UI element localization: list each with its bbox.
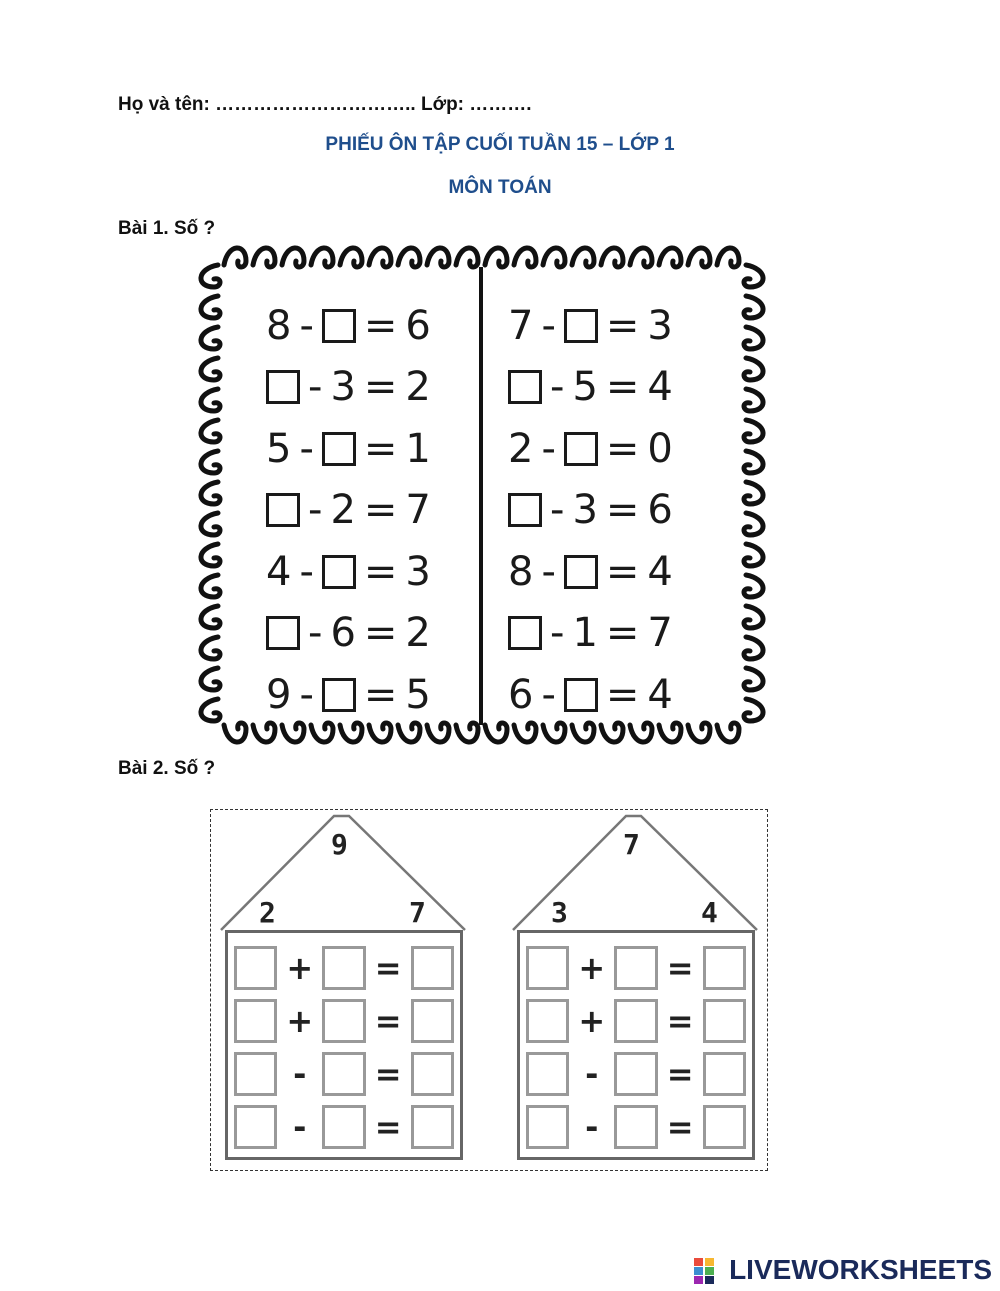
equation-row — [504, 418, 677, 480]
plus-sign: + — [286, 1001, 314, 1040]
minus-sign: - — [585, 1107, 599, 1146]
answer-box[interactable] — [322, 1052, 365, 1096]
house-body — [225, 930, 463, 1160]
equation-row — [504, 664, 677, 726]
equals-sign: = — [363, 487, 398, 534]
roof-number: 9 — [331, 828, 348, 861]
equals-sign: = — [605, 487, 640, 534]
answer-box[interactable] — [322, 946, 365, 990]
house-equation-row — [234, 1100, 454, 1153]
answer-box[interactable] — [614, 999, 657, 1043]
answer-box[interactable] — [703, 1052, 746, 1096]
equals-sign: = — [374, 948, 402, 987]
answer-box[interactable] — [526, 946, 569, 990]
answer-box[interactable] — [526, 1105, 569, 1149]
number: 3 — [572, 487, 598, 534]
equals-sign: = — [605, 671, 640, 718]
exercise1-left-column — [262, 295, 435, 726]
number: 4 — [647, 548, 673, 595]
exercise2-label: Bài 2. Số ? — [118, 758, 216, 779]
right-number: 4 — [701, 896, 718, 929]
number: 3 — [647, 302, 673, 349]
liveworksheets-logo-icon — [694, 1258, 716, 1284]
equals-sign: = — [605, 548, 640, 595]
equals-sign: = — [605, 610, 640, 657]
house-equation-row — [234, 941, 454, 994]
exercise2-frame — [210, 809, 768, 1171]
equals-sign: = — [605, 364, 640, 411]
equals-sign: = — [666, 1054, 694, 1093]
answer-box[interactable] — [322, 309, 356, 343]
liveworksheets-logo: LIVEWORKSHEETS — [729, 1254, 992, 1285]
number: 5 — [405, 671, 431, 718]
equation-row — [504, 357, 677, 419]
equation-row — [262, 541, 435, 603]
number: 5 — [266, 425, 292, 472]
equals-sign: = — [374, 1001, 402, 1040]
number: 8 — [266, 302, 292, 349]
number: 2 — [405, 610, 431, 657]
number: 3 — [330, 364, 356, 411]
minus-sign: - — [541, 302, 556, 349]
number-house — [511, 810, 761, 1172]
minus-sign: - — [299, 302, 314, 349]
equation-row — [262, 295, 435, 357]
house-equation-row — [526, 1047, 746, 1100]
answer-box[interactable] — [234, 946, 277, 990]
answer-box[interactable] — [703, 946, 746, 990]
equals-sign: = — [363, 425, 398, 472]
equals-sign: = — [666, 948, 694, 987]
equals-sign: = — [374, 1107, 402, 1146]
answer-box[interactable] — [266, 616, 300, 650]
minus-sign: - — [299, 548, 314, 595]
number: 6 — [647, 487, 673, 534]
plus-sign: + — [578, 948, 606, 987]
answer-box[interactable] — [411, 1105, 454, 1149]
minus-sign: - — [585, 1054, 599, 1093]
number: 6 — [405, 302, 431, 349]
minus-sign: - — [550, 487, 565, 534]
answer-box[interactable] — [234, 1105, 277, 1149]
roof-number: 7 — [623, 828, 640, 861]
exercise1-right-column — [504, 295, 677, 726]
equals-sign: = — [363, 302, 398, 349]
equation-row — [504, 480, 677, 542]
minus-sign: - — [293, 1107, 307, 1146]
answer-box[interactable] — [564, 309, 598, 343]
answer-box[interactable] — [614, 946, 657, 990]
equals-sign: = — [666, 1107, 694, 1146]
equation-row — [504, 541, 677, 603]
house-equation-row — [526, 994, 746, 1047]
equals-sign: = — [363, 610, 398, 657]
answer-box[interactable] — [614, 1105, 657, 1149]
number: 7 — [647, 610, 673, 657]
equation-row — [262, 480, 435, 542]
number: 4 — [647, 364, 673, 411]
exercise1-frame — [196, 235, 768, 750]
left-number: 3 — [551, 896, 568, 929]
minus-sign: - — [299, 671, 314, 718]
answer-box[interactable] — [411, 1052, 454, 1096]
equation-row — [262, 664, 435, 726]
equals-sign: = — [605, 425, 640, 472]
house-equation-row — [234, 994, 454, 1047]
answer-box[interactable] — [508, 493, 542, 527]
minus-sign: - — [541, 425, 556, 472]
equation-row — [262, 603, 435, 665]
answer-box[interactable] — [234, 999, 277, 1043]
number: 9 — [266, 671, 292, 718]
answer-box[interactable] — [411, 946, 454, 990]
number: 2 — [330, 487, 356, 534]
number: 2 — [508, 425, 534, 472]
number: 5 — [572, 364, 598, 411]
minus-sign: - — [308, 364, 323, 411]
answer-box[interactable] — [266, 493, 300, 527]
minus-sign: - — [550, 364, 565, 411]
number: 3 — [405, 548, 431, 595]
number: 6 — [508, 671, 534, 718]
equals-sign: = — [363, 364, 398, 411]
answer-box[interactable] — [234, 1052, 277, 1096]
answer-box[interactable] — [411, 999, 454, 1043]
number: 8 — [508, 548, 534, 595]
number: 4 — [266, 548, 292, 595]
number: 0 — [647, 425, 673, 472]
minus-sign: - — [541, 548, 556, 595]
answer-box[interactable] — [322, 999, 365, 1043]
equals-sign: = — [666, 1001, 694, 1040]
equation-row — [262, 418, 435, 480]
answer-box[interactable] — [703, 1105, 746, 1149]
equation-row — [262, 357, 435, 419]
number: 4 — [647, 671, 673, 718]
answer-box[interactable] — [322, 555, 356, 589]
answer-box[interactable] — [508, 370, 542, 404]
minus-sign: - — [308, 610, 323, 657]
minus-sign: - — [293, 1054, 307, 1093]
house-equation-row — [234, 1047, 454, 1100]
equals-sign: = — [363, 671, 398, 718]
answer-box[interactable] — [564, 555, 598, 589]
answer-box[interactable] — [322, 432, 356, 466]
answer-box[interactable] — [614, 1052, 657, 1096]
answer-box[interactable] — [322, 1105, 365, 1149]
house-body — [517, 930, 755, 1160]
equation-row — [504, 295, 677, 357]
left-number: 2 — [259, 896, 276, 929]
equals-sign: = — [363, 548, 398, 595]
equation-row — [504, 603, 677, 665]
answer-box[interactable] — [526, 999, 569, 1043]
answer-box[interactable] — [322, 678, 356, 712]
worksheet-title: PHIẾU ÔN TẬP CUỐI TUẦN 15 – LỚP 1 — [325, 134, 675, 155]
name-class-line: Họ và tên: ………………………….. Lớp: ………. — [118, 94, 532, 115]
equals-sign: = — [605, 302, 640, 349]
house-equation-row — [526, 941, 746, 994]
answer-box[interactable] — [703, 999, 746, 1043]
answer-box[interactable] — [508, 616, 542, 650]
number: 6 — [330, 610, 356, 657]
minus-sign: - — [550, 610, 565, 657]
equals-sign: = — [374, 1054, 402, 1093]
answer-box[interactable] — [266, 370, 300, 404]
house-equation-row — [526, 1100, 746, 1153]
number: 2 — [405, 364, 431, 411]
worksheet-subject: MÔN TOÁN — [448, 177, 552, 198]
number: 1 — [405, 425, 431, 472]
answer-box[interactable] — [564, 678, 598, 712]
number-house — [219, 810, 469, 1172]
answer-box[interactable] — [526, 1052, 569, 1096]
minus-sign: - — [299, 425, 314, 472]
exercise1-label: Bài 1. Số ? — [118, 218, 216, 239]
plus-sign: + — [578, 1001, 606, 1040]
number: 1 — [572, 610, 598, 657]
minus-sign: - — [541, 671, 556, 718]
plus-sign: + — [286, 948, 314, 987]
number: 7 — [508, 302, 534, 349]
right-number: 7 — [409, 896, 426, 929]
number: 7 — [405, 487, 431, 534]
answer-box[interactable] — [564, 432, 598, 466]
minus-sign: - — [308, 487, 323, 534]
